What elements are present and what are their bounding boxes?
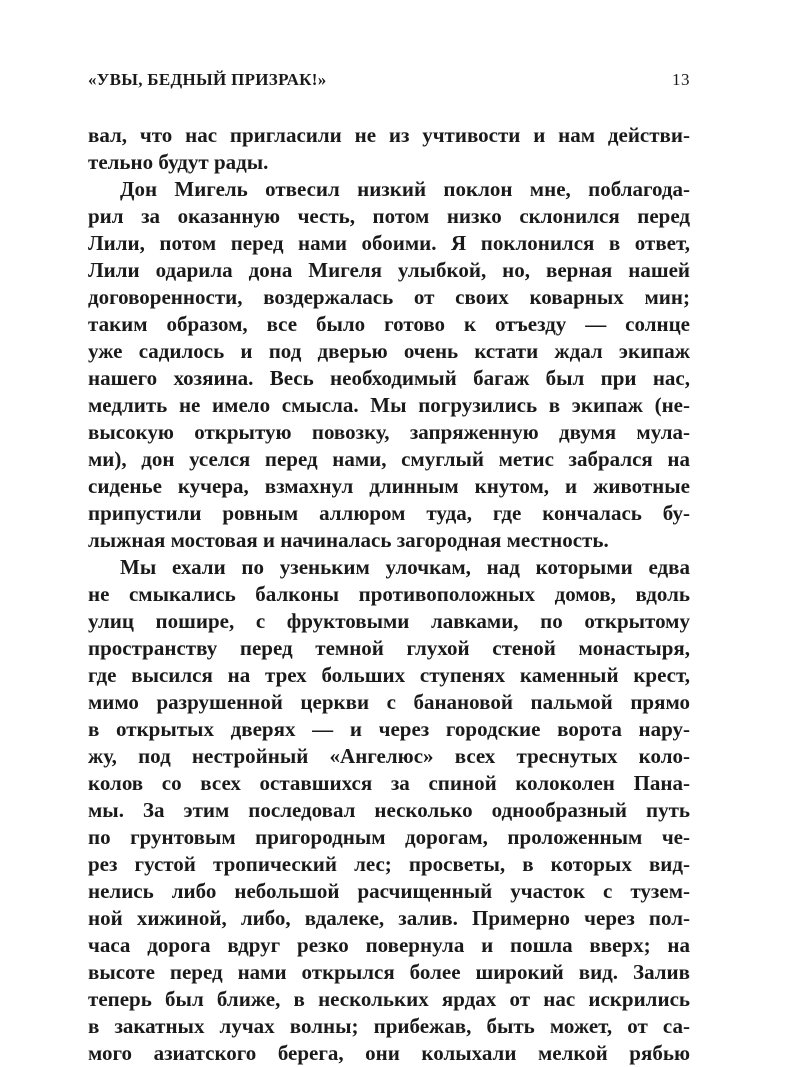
text-line: тельно будут рады. [88,150,269,174]
text-line: сиденье кучера, взмахнул длинным кнутом, и животные [88,474,690,498]
text-line: договоренности, воздержалась от своих коварных мин; [88,285,690,309]
text-line: мы. За этим последовал несколько однообразный путь [88,798,690,822]
text-line: Лили одарила дона Мигеля улыбкой, но, верная нашей [88,258,690,282]
book-page [88,70,690,1067]
body-text [88,122,690,1067]
text-line: припустили ровным аллюром туда, где кончалась бу- [88,501,690,525]
text-line: в открытых дверях — и через городские ворота нару- [88,717,690,741]
text-line: рил за оказанную честь, потом низко склонился перед [88,204,690,228]
text-line: где высился на трех больших ступенях каменный крест, [88,663,690,687]
text-line: рез густой тропический лес; просветы, в которых вид- [88,852,690,876]
text-line: уже садилось и под дверью очень кстати ждал экипаж [88,339,690,363]
text-line: мого азиатского берега, они колыхали мелкой рябью [88,1041,690,1065]
text-line: пространству перед темной глухой стеной монастыря, [88,636,690,660]
text-line: медлить не имело смысла. Мы погрузились в экипаж (не- [88,393,690,417]
text-line: Лили, потом перед нами обоими. Я поклонился в ответ, [88,231,690,255]
text-line: Мы ехали по узеньким улочкам, над которыми едва [120,555,690,579]
running-title: «УВЫ, БЕДНЫЙ ПРИЗРАК!» [88,70,327,89]
text-line: не смыкались балконы противоположных домов, вдоль [88,582,690,606]
text-line: теперь был ближе, в нескольких ярдах от нас искрились [88,987,690,1011]
text-line: лыжная мостовая и начиналась загородная местность. [88,528,609,552]
text-line: жу, под нестройный «Ангелюс» всех треснутых коло- [88,744,690,768]
text-line: нелись либо небольшой расчищенный участок с тузем- [88,879,690,903]
text-line: ной хижиной, либо, вдалеке, залив. Примерно через пол- [88,906,690,930]
text-line: вал, что нас пригласили не из учтивости и нам действи- [88,123,690,147]
page-number: 13 [672,70,690,89]
text-line: ми), дон уселся перед нами, смуглый метис забрался на [88,447,690,471]
text-line: в закатных лучах волны; прибежав, быть может, от са- [88,1014,690,1038]
text-line: таким образом, все было готово к отъезду — солнце [88,312,690,336]
text-line: Дон Мигель отвесил низкий поклон мне, поблагода- [120,177,690,201]
text-line: нашего хозяина. Весь необходимый багаж был при нас, [88,366,690,390]
page-header [88,70,690,94]
text-line: часа дорога вдруг резко повернула и пошла вверх; на [88,933,690,957]
text-line: по грунтовым пригородным дорогам, проложенным че- [88,825,690,849]
text-line: высокую открытую повозку, запряженную двумя мула- [88,420,690,444]
text-line: улиц пошире, с фруктовыми лавками, по открытому [88,609,690,633]
text-line: высоте перед нами открылся более широкий вид. Залив [88,960,690,984]
text-line: мимо разрушенной церкви с банановой пальмой прямо [88,690,690,714]
text-line: колов со всех оставшихся за спиной колоколен Пана- [88,771,690,795]
